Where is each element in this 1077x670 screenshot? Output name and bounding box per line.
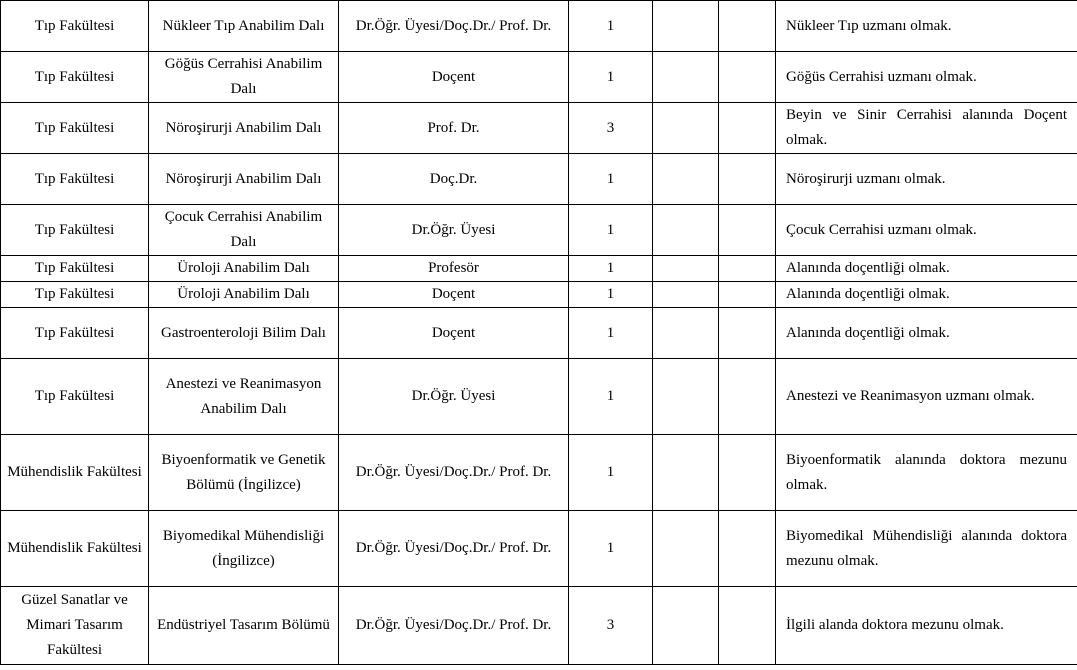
empty-cell	[653, 587, 719, 665]
faculty-cell: Mühendislik Fakültesi	[1, 435, 149, 511]
title-cell: Doçent	[339, 282, 569, 308]
count-cell: 1	[569, 282, 653, 308]
department-cell: Göğüs Cerrahisi Anabilim Dalı	[149, 52, 339, 103]
table-body	[1, 1, 1077, 665]
condition-cell: Biyomedikal Mühendisliği alanında doktora mezunu olmak.	[776, 511, 1077, 587]
empty-cell	[719, 587, 776, 665]
table-row	[1, 103, 1077, 154]
condition-cell: Beyin ve Sinir Cerrahisi alanında Doçent olmak.	[776, 103, 1077, 154]
department-cell: Biyoenformatik ve Genetik Bölümü (İngilizce)	[149, 435, 339, 511]
faculty-cell: Tıp Fakültesi	[1, 52, 149, 103]
title-cell: Doçent	[339, 308, 569, 359]
condition-cell: Biyoenformatik alanında doktora mezunu olmak.	[776, 435, 1077, 511]
department-cell: Üroloji Anabilim Dalı	[149, 282, 339, 308]
empty-cell	[719, 154, 776, 205]
empty-cell	[719, 52, 776, 103]
count-cell: 1	[569, 256, 653, 282]
empty-cell	[719, 282, 776, 308]
count-cell: 3	[569, 587, 653, 665]
empty-cell	[653, 256, 719, 282]
condition-cell: Nükleer Tıp uzmanı olmak.	[776, 1, 1077, 52]
faculty-cell: Tıp Fakültesi	[1, 308, 149, 359]
title-cell: Dr.Öğr. Üyesi/Doç.Dr./ Prof. Dr.	[339, 511, 569, 587]
empty-cell	[653, 1, 719, 52]
table-row	[1, 282, 1077, 308]
table-row	[1, 308, 1077, 359]
table-row	[1, 154, 1077, 205]
empty-cell	[653, 52, 719, 103]
count-cell: 1	[569, 52, 653, 103]
table-row	[1, 587, 1077, 665]
title-cell: Dr.Öğr. Üyesi/Doç.Dr./ Prof. Dr.	[339, 587, 569, 665]
faculty-cell: Tıp Fakültesi	[1, 256, 149, 282]
faculty-cell: Güzel Sanatlar ve Mimari Tasarım Fakültesi	[1, 587, 149, 665]
empty-cell	[653, 511, 719, 587]
title-cell: Dr.Öğr. Üyesi/Doç.Dr./ Prof. Dr.	[339, 1, 569, 52]
table-row	[1, 511, 1077, 587]
faculty-cell: Mühendislik Fakültesi	[1, 511, 149, 587]
department-cell: Nöroşirurji Anabilim Dalı	[149, 154, 339, 205]
department-cell: Biyomedikal Mühendisliği (İngilizce)	[149, 511, 339, 587]
count-cell: 1	[569, 511, 653, 587]
condition-cell: Çocuk Cerrahisi uzmanı olmak.	[776, 205, 1077, 256]
faculty-cell: Tıp Fakültesi	[1, 282, 149, 308]
count-cell: 1	[569, 308, 653, 359]
empty-cell	[653, 282, 719, 308]
title-cell: Dr.Öğr. Üyesi	[339, 205, 569, 256]
empty-cell	[719, 308, 776, 359]
empty-cell	[653, 308, 719, 359]
empty-cell	[719, 1, 776, 52]
condition-cell: Alanında doçentliği olmak.	[776, 308, 1077, 359]
empty-cell	[653, 154, 719, 205]
faculty-cell: Tıp Fakültesi	[1, 1, 149, 52]
count-cell: 1	[569, 435, 653, 511]
table-row	[1, 435, 1077, 511]
faculty-cell: Tıp Fakültesi	[1, 205, 149, 256]
empty-cell	[653, 435, 719, 511]
empty-cell	[719, 103, 776, 154]
title-cell: Profesör	[339, 256, 569, 282]
title-cell: Prof. Dr.	[339, 103, 569, 154]
title-cell: Dr.Öğr. Üyesi/Doç.Dr./ Prof. Dr.	[339, 435, 569, 511]
faculty-cell: Tıp Fakültesi	[1, 103, 149, 154]
department-cell: Nükleer Tıp Anabilim Dalı	[149, 1, 339, 52]
empty-cell	[719, 511, 776, 587]
empty-cell	[653, 359, 719, 435]
condition-cell: Göğüs Cerrahisi uzmanı olmak.	[776, 52, 1077, 103]
count-cell: 1	[569, 1, 653, 52]
count-cell: 3	[569, 103, 653, 154]
condition-cell: Nöroşirurji uzmanı olmak.	[776, 154, 1077, 205]
faculty-cell: Tıp Fakültesi	[1, 359, 149, 435]
title-cell: Dr.Öğr. Üyesi	[339, 359, 569, 435]
empty-cell	[719, 205, 776, 256]
condition-cell: Anestezi ve Reanimasyon uzmanı olmak.	[776, 359, 1077, 435]
title-cell: Doçent	[339, 52, 569, 103]
department-cell: Endüstriyel Tasarım Bölümü	[149, 587, 339, 665]
count-cell: 1	[569, 359, 653, 435]
condition-cell: Alanında doçentliği olmak.	[776, 282, 1077, 308]
table-row	[1, 359, 1077, 435]
title-cell: Doç.Dr.	[339, 154, 569, 205]
empty-cell	[719, 359, 776, 435]
empty-cell	[719, 256, 776, 282]
department-cell: Çocuk Cerrahisi Anabilim Dalı	[149, 205, 339, 256]
empty-cell	[719, 435, 776, 511]
department-cell: Gastroenteroloji Bilim Dalı	[149, 308, 339, 359]
table-row	[1, 256, 1077, 282]
table-row	[1, 52, 1077, 103]
count-cell: 1	[569, 205, 653, 256]
department-cell: Anestezi ve Reanimasyon Anabilim Dalı	[149, 359, 339, 435]
empty-cell	[653, 103, 719, 154]
condition-cell: Alanında doçentliği olmak.	[776, 256, 1077, 282]
faculty-cell: Tıp Fakültesi	[1, 154, 149, 205]
empty-cell	[653, 205, 719, 256]
table-row	[1, 205, 1077, 256]
condition-cell: İlgili alanda doktora mezunu olmak.	[776, 587, 1077, 665]
department-cell: Üroloji Anabilim Dalı	[149, 256, 339, 282]
count-cell: 1	[569, 154, 653, 205]
department-cell: Nöroşirurji Anabilim Dalı	[149, 103, 339, 154]
table-row	[1, 1, 1077, 52]
